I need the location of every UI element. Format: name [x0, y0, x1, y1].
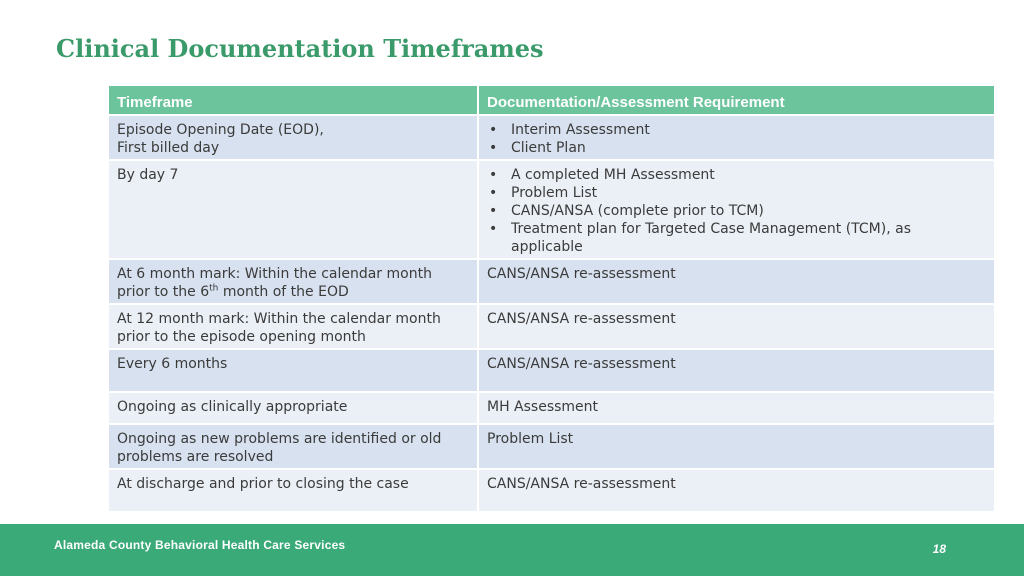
timeframe-cell: Every 6 months — [108, 349, 478, 392]
requirement-list — [487, 121, 986, 157]
table-header-row — [108, 85, 995, 115]
requirement-cell: CANS/ANSA re-assessment — [478, 259, 995, 304]
requirement-cell: CANS/ANSA re-assessment — [478, 469, 995, 512]
timeframe-cell — [108, 160, 478, 259]
requirement-list — [487, 166, 986, 256]
ordinal-suffix: th — [209, 283, 219, 294]
timeframe-line: Episode Opening Date (EOD), — [117, 122, 324, 138]
requirement-item: • Treatment plan for Targeted Case Management (TCM), as applicable — [487, 220, 986, 256]
timeframe-cell: At 12 month mark: Within the calendar month prior to the episode opening month — [108, 304, 478, 349]
table-row — [108, 259, 995, 304]
requirement-cell: Problem List — [478, 424, 995, 469]
timeframe-text: At 6 month mark: Within the calendar month prior to the 6 — [117, 266, 432, 300]
timeframe-line: First billed day — [117, 140, 220, 156]
header-requirement: Documentation/Assessment Requirement — [478, 85, 995, 115]
table-row — [108, 392, 995, 424]
requirement-cell: MH Assessment — [478, 392, 995, 424]
requirement-cell — [478, 160, 995, 259]
timeframe-cell: Ongoing as new problems are identified or old problems are resolved — [108, 424, 478, 469]
table-row — [108, 469, 995, 512]
slide-title: Clinical Documentation Timeframes — [56, 34, 544, 63]
timeframes-table — [107, 84, 996, 513]
timeframe-cell — [108, 115, 478, 160]
requirement-item: • Interim Assessment — [487, 121, 986, 139]
requirement-item: • A completed MH Assessment — [487, 166, 986, 184]
requirement-item: • CANS/ANSA (complete prior to TCM) — [487, 202, 986, 220]
requirement-item: • Problem List — [487, 184, 986, 202]
requirement-cell: CANS/ANSA re-assessment — [478, 304, 995, 349]
organization-name: Alameda County Behavioral Health Care Services — [54, 538, 346, 552]
requirement-cell — [478, 115, 995, 160]
timeframe-line: By day 7 — [117, 167, 179, 183]
timeframe-cell: At discharge and prior to closing the case — [108, 469, 478, 512]
footer-bar — [0, 524, 1024, 576]
requirement-cell: CANS/ANSA re-assessment — [478, 349, 995, 392]
page-number: 18 — [932, 542, 946, 556]
header-timeframe: Timeframe — [108, 85, 478, 115]
table-row — [108, 304, 995, 349]
timeframe-text-end: month of the EOD — [218, 284, 349, 300]
table-row — [108, 424, 995, 469]
table-row — [108, 349, 995, 392]
table-row — [108, 115, 995, 160]
requirement-item: • Client Plan — [487, 139, 986, 157]
table-row — [108, 160, 995, 259]
timeframe-cell — [108, 259, 478, 304]
timeframe-cell: Ongoing as clinically appropriate — [108, 392, 478, 424]
